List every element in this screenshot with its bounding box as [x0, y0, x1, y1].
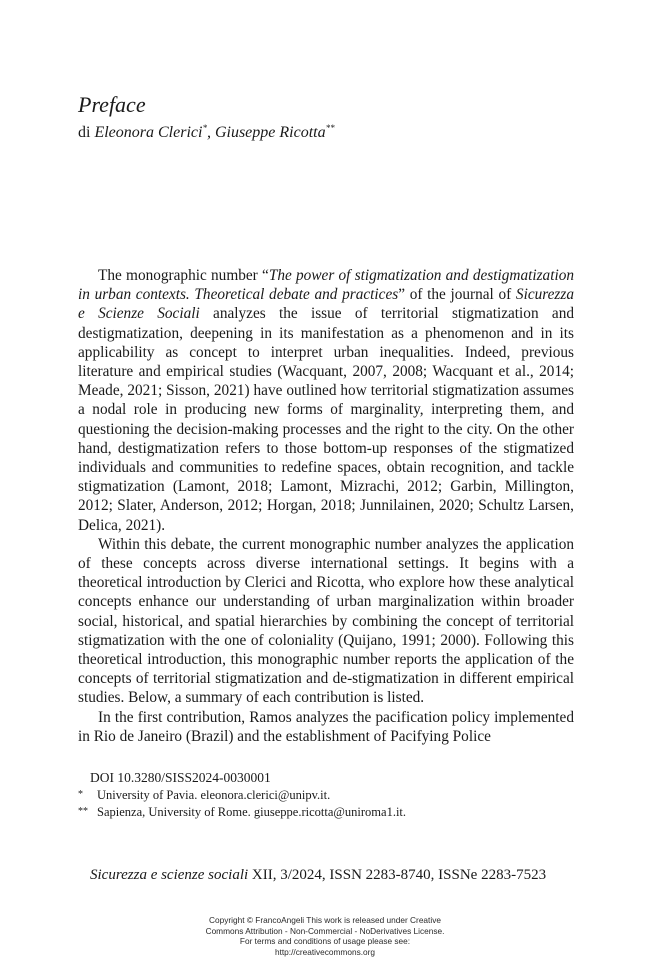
- author-prefix: di: [78, 124, 95, 141]
- license-line-3: For terms and conditions of usage please see:: [239, 936, 411, 946]
- license-notice: [180, 915, 470, 957]
- paragraph-1: [78, 266, 574, 535]
- doi: DOI 10.3280/SISS2024-0030001: [90, 770, 271, 785]
- footnote-1: [78, 787, 574, 804]
- monograph-title: The power of stigmatization and destigmatization in urban contexts. Theoretical debate and practices: [78, 267, 574, 304]
- journal-details: XII, 3/2024, ISSN 2283-8740, ISSNe 2283-7523: [248, 867, 547, 883]
- footnote-2: [78, 804, 574, 821]
- author-separator: ,: [206, 124, 215, 141]
- article-title: Preface: [78, 92, 146, 117]
- license-line-2: Commons Attribution - Non-Commercial - NoDerivatives License.: [205, 925, 445, 936]
- journal-name: Sicurezza e scienze sociali: [90, 867, 249, 883]
- author-line: [78, 123, 335, 142]
- author-ricotta: Giuseppe Ricotta: [214, 124, 326, 141]
- author-mark-2: **: [325, 123, 335, 133]
- journal-line: [90, 867, 546, 884]
- author-clerici: Eleonora Clerici: [94, 124, 203, 141]
- footnotes: [78, 769, 574, 821]
- author-mark-1: *: [202, 123, 207, 133]
- footnote-mark-1: *: [78, 789, 83, 800]
- footnote-2-text: Sapienza, University of Rome. giuseppe.ricotta@uniroma1.it.: [97, 805, 407, 819]
- p1-text-c: analyzes the issue of territorial stigmatization and destigmatization, deepening in its manifestation as a phenomenon and in its applicability as concept to interpret urban inequalities. Indeed, previous literature and empirical studies (Wacquant, 2007, 2008; Wacquant et al., 2014; Meade, 2021; Sisson, 2021) have outlined how territorial stigmatization assumes a nodal role in producing new forms of marginality, interpreting them, and questioning the decision-making processes and the right to the city. On the other hand, destigmatization refers to those bottom-up responses of the stigmatized individuals and communities to redefine spaces, obtain recognition, and tackle stigmatization (Lamont, 2018; Lamont, Mizrachi, 2012; Garbin, Millington, 2012; Slater, Anderson, 2012; Horgan, 2018; Junnilainen, 2020; Schultz Larsen, Delica, 2021).: [78, 305, 574, 534]
- paragraph-2: Within this debate, the current monographic number analyzes the application of these concepts across diverse international settings. It begins with a theoretical introduction by Clerici and Ricotta, who explore how these analytical concepts enhance our understanding of urban marginalization within broader social, historical, and spatial hierarchies by combining the concept of territorial stigmatization with the one of coloniality (Quijano, 1991; 2000). Following this theoretical introduction, this monographic number reports the application of the concepts of territorial stigmatization and de-stigmatization in different empirical studies. Below, a summary of each contribution is listed.: [78, 535, 574, 707]
- footnote-1-text: University of Pavia. eleonora.clerici@unipv.it.: [97, 788, 331, 802]
- footnote-mark-2: **: [78, 806, 88, 817]
- paragraph-3: In the first contribution, Ramos analyzes the pacification policy implemented in Rio de Janeiro (Brazil) and the establishment of Pacifying Police: [78, 708, 574, 745]
- license-line-1: Copyright © FrancoAngeli This work is released under Creative: [209, 915, 441, 925]
- p1-text-a: The monographic number “: [98, 267, 269, 284]
- article-body: [78, 266, 574, 746]
- p1-text-b: ” of the journal of: [398, 286, 516, 304]
- license-link[interactable]: http://creativecommons.org: [274, 946, 376, 957]
- journal-name-inline: Sicurezza e Scienze Sociali: [78, 286, 574, 323]
